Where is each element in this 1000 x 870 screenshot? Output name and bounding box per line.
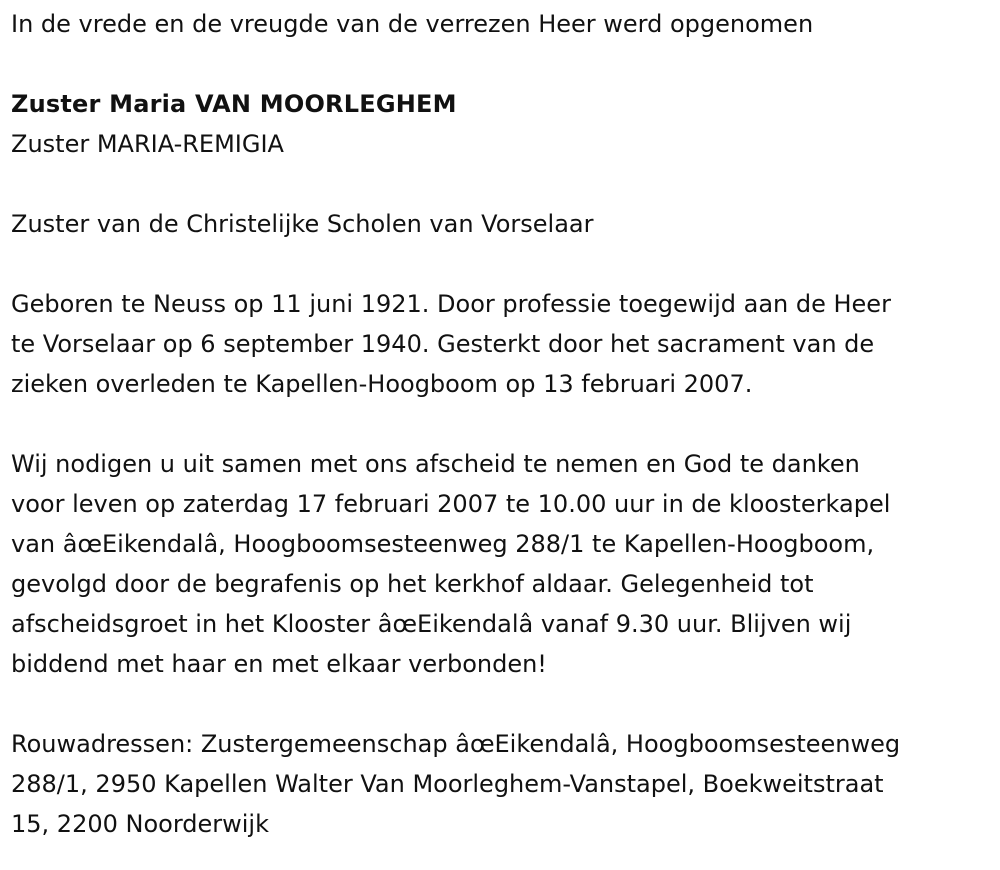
invitation-line: voor leven op zaterdag 17 februari 2007 te 10.00 uur in de kloosterkapel	[11, 490, 891, 518]
spacer	[11, 164, 996, 204]
invitation-line: van âœEikendalâ, Hoogboomsesteenweg 288/1 te Kapellen-Hoogboom,	[11, 530, 875, 558]
intro-text: In de vrede en de vreugde van de verrezen Heer werd opgenomen	[11, 10, 814, 38]
spacer	[11, 244, 996, 284]
obituary-notice	[11, 4, 996, 844]
invitation-line: afscheidsgroet in het Klooster âœEikendalâ vanaf 9.30 uur. Blijven wij	[11, 610, 852, 638]
addresses-paragraph	[11, 724, 996, 844]
spacer	[11, 404, 996, 444]
spacer	[11, 44, 996, 84]
invitation-line: Wij nodigen u uit samen met ons afscheid te nemen en God te danken	[11, 450, 860, 478]
address-line: 288/1, 2950 Kapellen Walter Van Moorleghem-Vanstapel, Boekweitstraat	[11, 770, 884, 798]
invitation-paragraph	[11, 444, 996, 684]
invitation-line: biddend met haar en met elkaar verbonden!	[11, 650, 547, 678]
deceased-name: Zuster Maria VAN MOORLEGHEM	[11, 90, 457, 118]
spacer	[11, 684, 996, 724]
congregation-text: Zuster van de Christelijke Scholen van Vorselaar	[11, 210, 594, 238]
address-line: 15, 2200 Noorderwijk	[11, 810, 269, 838]
biography-line: Geboren te Neuss op 11 juni 1921. Door professie toegewijd aan de Heer	[11, 290, 891, 318]
biography-line: te Vorselaar op 6 september 1940. Gesterkt door het sacrament van de	[11, 330, 875, 358]
biography-line: zieken overleden te Kapellen-Hoogboom op 13 februari 2007.	[11, 370, 753, 398]
address-line: Rouwadressen: Zustergemeenschap âœEikendalâ, Hoogboomsesteenweg	[11, 730, 901, 758]
invitation-line: gevolgd door de begrafenis op het kerkhof aldaar. Gelegenheid tot	[11, 570, 814, 598]
religious-name: Zuster MARIA-REMIGIA	[11, 130, 284, 158]
biography-paragraph	[11, 284, 996, 404]
